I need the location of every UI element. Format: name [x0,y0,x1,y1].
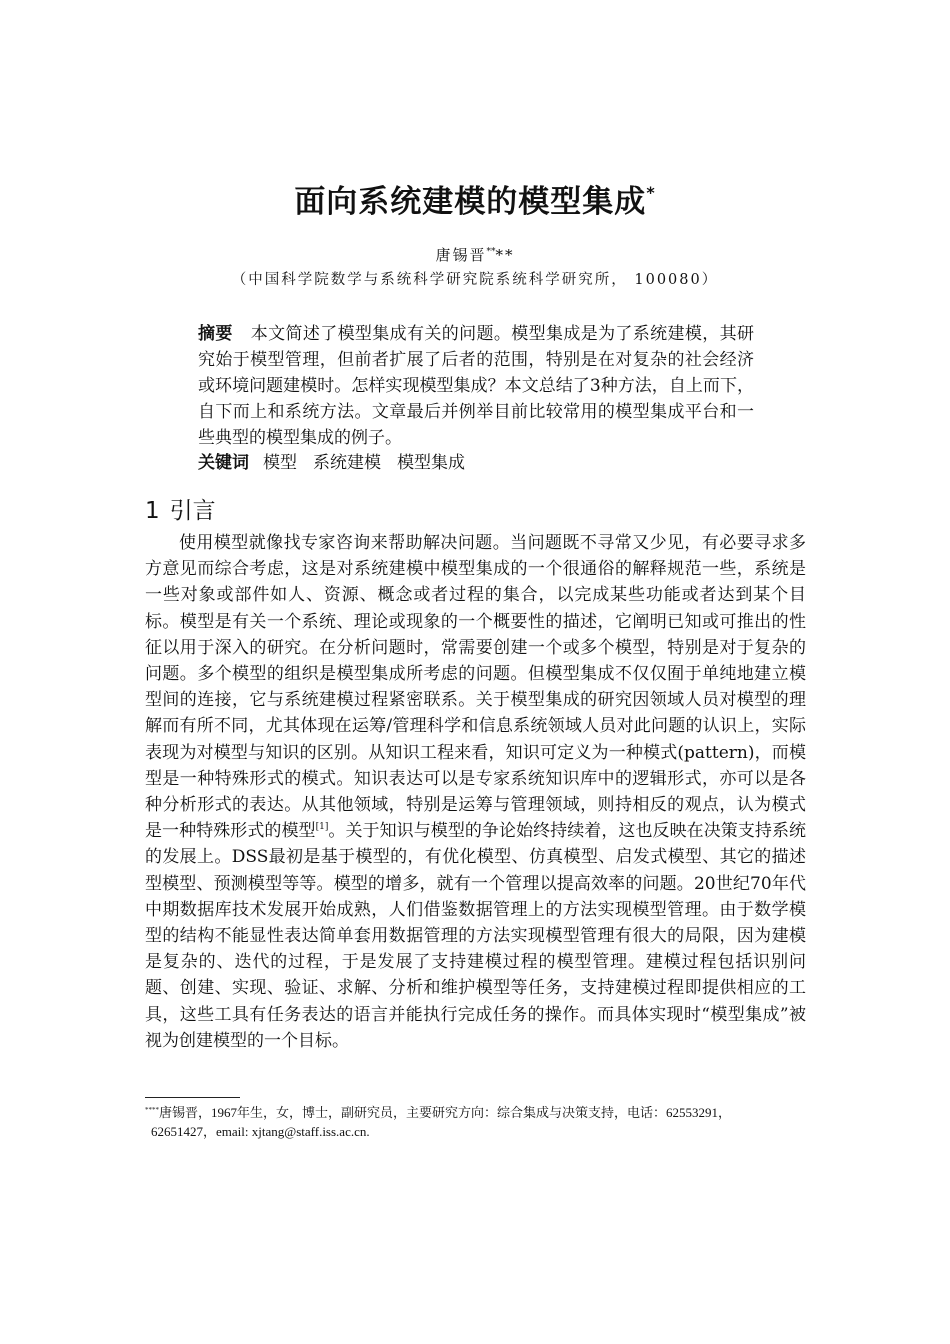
body-text-part2: 。关于知识与模型的争论始终持续着，这也反映在决策支持系统的发展上。DSS最初是基于模型的，有优化模型、仿真模型、启发式模型、其它的描述型模型、预测模型等等。模型的增多，就有一个管理以提高效率的问题。20世纪70年代中期数据库技术发展开始成熟，人们借鉴数据管理上的方法实现模型管理。由于数学模型的结构不能显性表达简单套用数据管理的方法实现模型管理有很大的局限，因为建模是复杂的、迭代的过程，于是发展了支持建模过程的模型管理。建模过程包括识别问题、创建、实现、验证、求解、分析和维护模型等任务，支持建模过程即提供相应的工具，这些工具有任务表达的语言并能执行完成任务的操作。而具体实现时“模型集成”被视为创建模型的一个目标。 [145,821,807,1051]
author-mark: ** [495,246,515,264]
abstract-label: 摘要 [198,324,233,344]
author-footnote-mark: ** [486,247,496,257]
section-title: 引言 [169,498,216,524]
footnote-line-2: 62651427，email: xjtang@staff.iss.ac.cn. [151,1124,370,1139]
abstract-text: 本文简述了模型集成有关的问题。模型集成是为了系统建模，其研究始于模型管理，但前者扩展了后者的范围，特别是在对复杂的社会经济或环境问题建模时。怎样实现模型集成？本文总结了3种方法，自上而下，自下而上和系统方法。文章最后并例举目前比较常用的模型集成平台和一些典型的模型集成的例子。 [198,324,754,448]
keyword-item: 系统建模 [313,453,381,473]
citation-ref[interactable]: [1] [315,822,329,833]
footnote-line-1: 唐锡晋，1967年生，女，博士，副研究员，主要研究方向：综合集成与决策支持，电话：62553291， [159,1105,732,1120]
author-name: 唐锡晋 [435,246,487,264]
title-text: 面向系统建模的模型集成 [294,184,647,220]
body-paragraph [145,530,806,1054]
keywords-label: 关键词 [198,453,249,473]
footnote [145,1101,806,1141]
abstract [198,321,754,451]
section-heading [145,492,216,525]
footnote-mark: **** [145,1106,159,1114]
title-footnote-mark: * [646,183,656,202]
keywords [198,450,754,476]
paper-title [0,176,950,221]
footnote-divider [145,1097,240,1098]
section-number: 1 [145,498,160,524]
keyword-item: 模型集成 [397,453,465,473]
author-line [0,244,950,265]
body-text-part1: 使用模型就像找专家咨询来帮助解决问题。当问题既不寻常又少见，有必要寻求多方意见而综合考虑，这是对系统建模中模型集成的一个很通俗的解释规范一些，系统是一些对象或部件如人、资源、概念或者过程的集合，以完成某些功能或者达到某个目标。模型是有关一个系统、理论或现象的一个概要性的描述，它阐明已知或可推出的性征以用于深入的研究。在分析问题时，常需要创建一个或多个模型，特别是对于复杂的问题。多个模型的组织是模型集成所考虑的问题。但模型集成不仅仅囿于单纯地建立模型间的连接，它与系统建模过程紧密联系。关于模型集成的研究因领域人员对模型的理解而有所不同，尤其体现在运筹/管理科学和信息系统领域人员对此问题的认识上，实际表现为对模型与知识的区别。从知识工程来看，知识可定义为一种模式(pattern)，而模型是一种特殊形式的模式。知识表达可以是专家系统知识库中的逻辑形式，亦可以是各种分析形式的表达。从其他领域，特别是运筹与管理领域，则持相反的观点，认为模式是一种特殊形式的模型 [145,533,806,842]
author-affiliation: （中国科学院数学与系统科学研究院系统科学研究所， 100080） [231,272,719,288]
keyword-item: 模型 [263,453,297,473]
